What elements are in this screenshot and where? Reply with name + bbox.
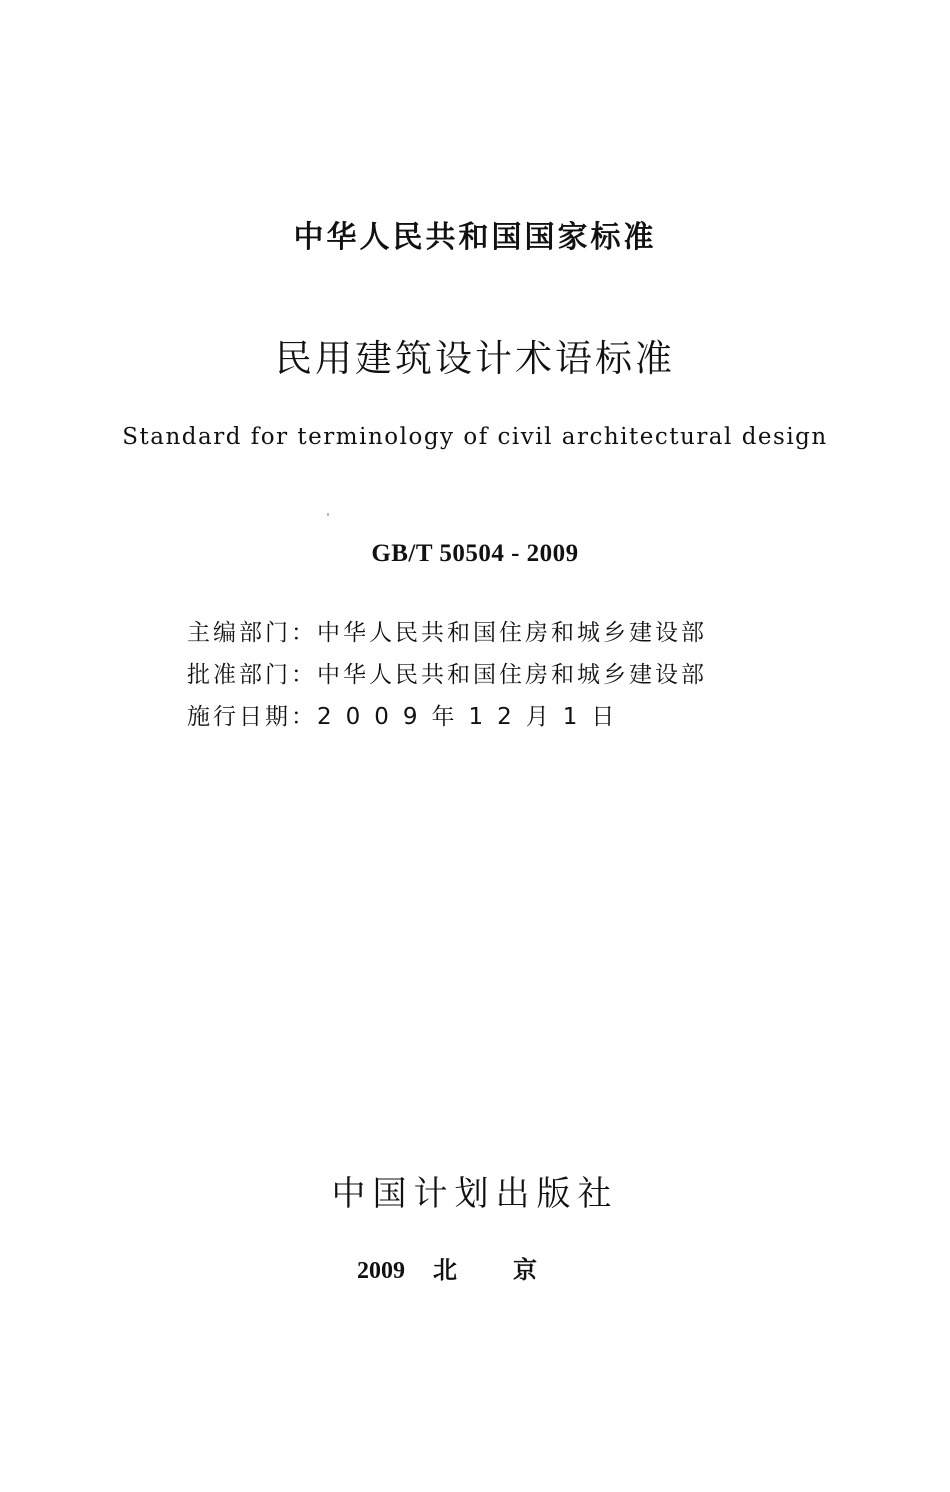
publication-city: 北京 — [433, 1256, 593, 1284]
chief-editor-label: 主编部门： — [187, 620, 317, 646]
publication-imprint — [0, 1252, 950, 1289]
effective-date-label: 施行日期： — [187, 704, 317, 730]
publication-year: 2009 — [357, 1258, 405, 1284]
publisher-name: 中国计划出版社 — [331, 1174, 619, 1214]
scan-speck — [327, 513, 329, 516]
approval-row — [187, 654, 707, 696]
document-title-english: Standard for terminology of civil architectural design — [122, 424, 828, 450]
document-title-chinese: 民用建筑设计术语标准 — [275, 337, 675, 380]
standard-code: GB/T 50504 - 2009 — [371, 540, 579, 567]
approval-value: 中华人民共和国住房和城乡建设部 — [317, 662, 707, 688]
standard-series-title: 中华人民共和国国家标准 — [293, 220, 657, 255]
chief-editor-row — [187, 612, 707, 654]
effective-date-value: 2009年12月1日 — [317, 704, 629, 730]
issuing-info-block — [187, 612, 707, 738]
chief-editor-value: 中华人民共和国住房和城乡建设部 — [317, 620, 707, 646]
approval-label: 批准部门： — [187, 662, 317, 688]
effective-date-row — [187, 696, 707, 738]
